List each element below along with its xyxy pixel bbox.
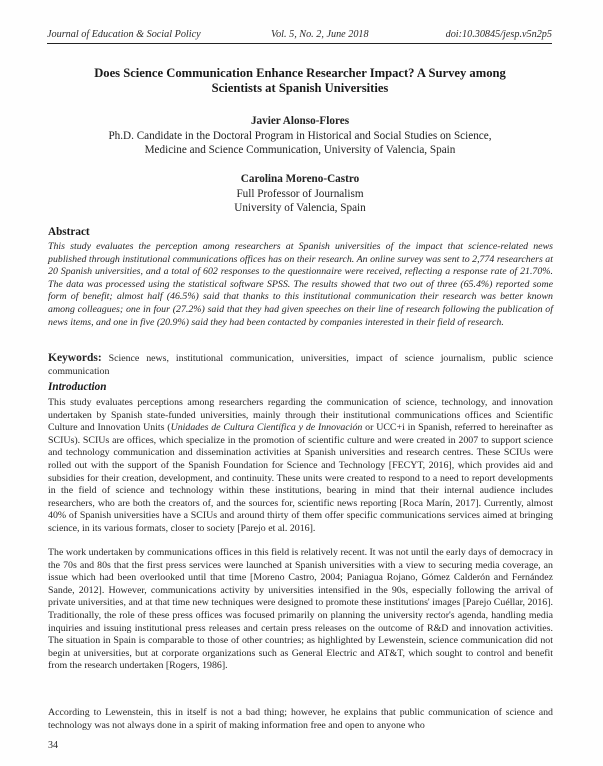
paper-title — [47, 66, 553, 96]
author-name: Javier Alonso-Flores — [250, 115, 350, 127]
introduction-paragraph-3: According to Lewenstein, this in itself is not a bad thing; however, he explains that public communication of science and technology was not always done in a spirit of making information free and open to anyone who — [48, 707, 553, 731]
abstract-heading: Abstract — [48, 226, 90, 238]
paragraph-text: or UCC+i in Spanish, referred to hereinafter as SCIUs). SCIUs are offices, which specialize in the promotion of scientific culture and were created in 2007 to support science and technology communication and dissemination activities at Spanish universities and research centres. These SCIUs were rolled out with the support of the Spanish Foundation for Science and Technology [FECYT, 2016], which provides aid and subsidies for their creation, development, and continuity. These units were created to respond to a need to report developments in the field of science and technology within these institutions, bearing in mind that their internal audience includes researchers, who are both the creators of, and the sources for, scientific news reporting [Roca Marín, 2017]. Currently, almost 40% of Spanish universities have a SCIUs and around thirty of them offer specific communications services aimed at bringing science, in its various formats, closer to society [Parejo et al. 2016]. — [48, 422, 553, 534]
author-affiliation: University of Valencia, Spain — [234, 202, 366, 214]
author-affiliation: Ph.D. Candidate in the Doctoral Program in Historical and Social Studies on Science, — [108, 129, 492, 142]
author-affiliation: Medicine and Science Communication, University of Valencia, Spain — [144, 144, 456, 156]
keywords-label: Keywords: — [48, 352, 102, 364]
paragraph-text: This study evaluates perceptions among researchers regarding the communication of science, technology, and innovation undertaken by Spanish state-funded universities, mainly through their institutional communications offices and Scientific Culture and Innovation Units ( — [48, 397, 553, 434]
author-name: Carolina Moreno-Castro — [240, 173, 360, 185]
journal-name: Journal of Education & Social Policy — [47, 29, 201, 40]
introduction-heading: Introduction — [48, 381, 107, 393]
introduction-paragraph-1 — [48, 397, 553, 536]
author-block-2 — [47, 172, 553, 216]
introduction-paragraph-2: The work undertaken by communications offices in this field is relatively recent. It was not until the early days of democracy in the 70s and 80s that the first press services were launched at Spanish universities with a view to securing media coverage, an issue which had been overlooked until that time [Moreno Castro, 2004; Paniagua Rojano, Gómez Calderón and Fernández Sande, 2012]. However, communications activity by universities intensified in the 90s, especially following the arrival of private universities, and at that time new techniques were designed to promote these institutions' images [Parejo Cuéllar, 2016]. Traditionally, the role of these press offices was focused primarily on planning the university rector's agenda, handling media inquiries and issuing institutional press releases and certain press releases on the outcome of R&D and innovation activities. The situation in Spain is comparable to those of other countries; as highlighted by Lewenstein, science communication did not begin at universities, but at corporate organizations such as General Electric and AT&T, which sought to control and benefit from the research undertaken [Rogers, 1986]. — [48, 547, 553, 672]
page-number: 34 — [48, 740, 58, 751]
doi: doi:10.30845/jesp.v5n2p5 — [445, 29, 552, 40]
author-block-1 — [47, 114, 553, 158]
spanish-term: Unidades de Cultura Científica y de Innovación — [170, 422, 363, 434]
abstract-text: This study evaluates the perception among researchers at Spanish universities of the impact that science-related news published through institutional communications offices has on their research. An online survey was sent to 2,774 researchers at 20 Spanish universities, and a total of 602 responses to the questionnaire were received, reflecting a response rate of 21.70%. The data was processed using the statistical software SPSS. The results showed that two out of three (65.4%) reported some form of benefit; almost half (46.5%) said that thanks to this institutional communication their research was better known among colleagues; one in four (27.2%) said that they had given speeches on their line of research following the publication of news items, and one in five (20.9%) said they had been contacted by companies interested in their field of research. — [48, 241, 553, 328]
author-affiliation: Full Professor of Journalism — [236, 187, 364, 200]
title-line-1: Does Science Communication Enhance Researcher Impact? A Survey among — [94, 66, 506, 80]
title-line-2: Scientists at Spanish Universities — [211, 81, 389, 95]
volume-issue: Vol. 5, No. 2, June 2018 — [271, 29, 369, 40]
keywords — [48, 352, 553, 378]
keywords-text: Science news, institutional communication, universities, impact of science journalism, public science communication — [48, 353, 553, 377]
running-head — [47, 29, 552, 44]
